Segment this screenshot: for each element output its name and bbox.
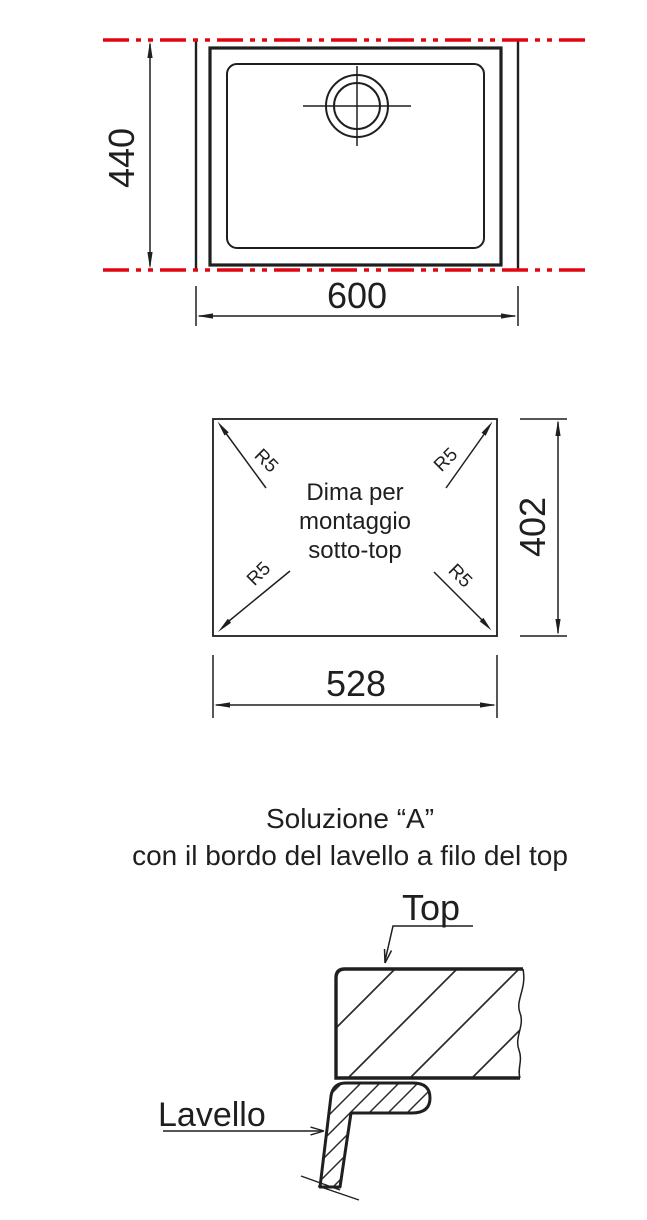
drain-symbol [303,66,411,146]
template-caption-line2: montaggio [298,508,412,535]
radius-label-top-right: R5 [430,444,463,477]
section-title-line2: con il bordo del lavello a filo del top [132,840,568,871]
dim-402-arrow-down [555,619,560,635]
sink-rim-section [301,1083,430,1200]
sink-rim-outline [320,1083,430,1187]
dim-600-value: 600 [326,275,388,316]
template-view [213,419,567,718]
lavello-label: Lavello [158,1096,266,1134]
countertop-hatch-area [336,969,524,1078]
sink-top-view [101,40,592,326]
dim-528-arrow-left [214,702,230,707]
dim-440-value: 440 [101,127,142,189]
dim-402-value: 402 [512,496,553,558]
dim-402-arrow-up [555,420,560,436]
template-caption-line1: Dima per [306,479,404,506]
sink-bowl-outline [227,64,484,248]
radius-label-top-left: R5 [249,445,282,478]
sink-outer-outline [210,48,501,265]
countertop-section [336,969,524,1078]
dim-528-value: 528 [325,663,387,704]
radius-label-bottom-left: R5 [243,558,276,591]
dim-440-arrow-up [147,41,152,58]
top-leader-arrow [385,926,474,963]
dim-600-arrow-left [197,313,213,318]
dim-440-arrow-down [147,252,152,269]
section-title-line1: Soluzione “A” [265,803,435,834]
section-view [132,803,568,1200]
template-caption [299,479,411,564]
dimension-528 [213,655,497,718]
radius-label-bottom-right: R5 [443,560,476,593]
template-caption-line3: sotto-top [308,537,402,564]
dimension-600 [196,275,518,326]
dimension-402 [512,419,567,636]
dimension-440 [101,41,153,269]
dim-528-arrow-right [480,702,496,707]
dim-600-arrow-right [501,313,517,318]
top-label: Top [401,887,461,928]
